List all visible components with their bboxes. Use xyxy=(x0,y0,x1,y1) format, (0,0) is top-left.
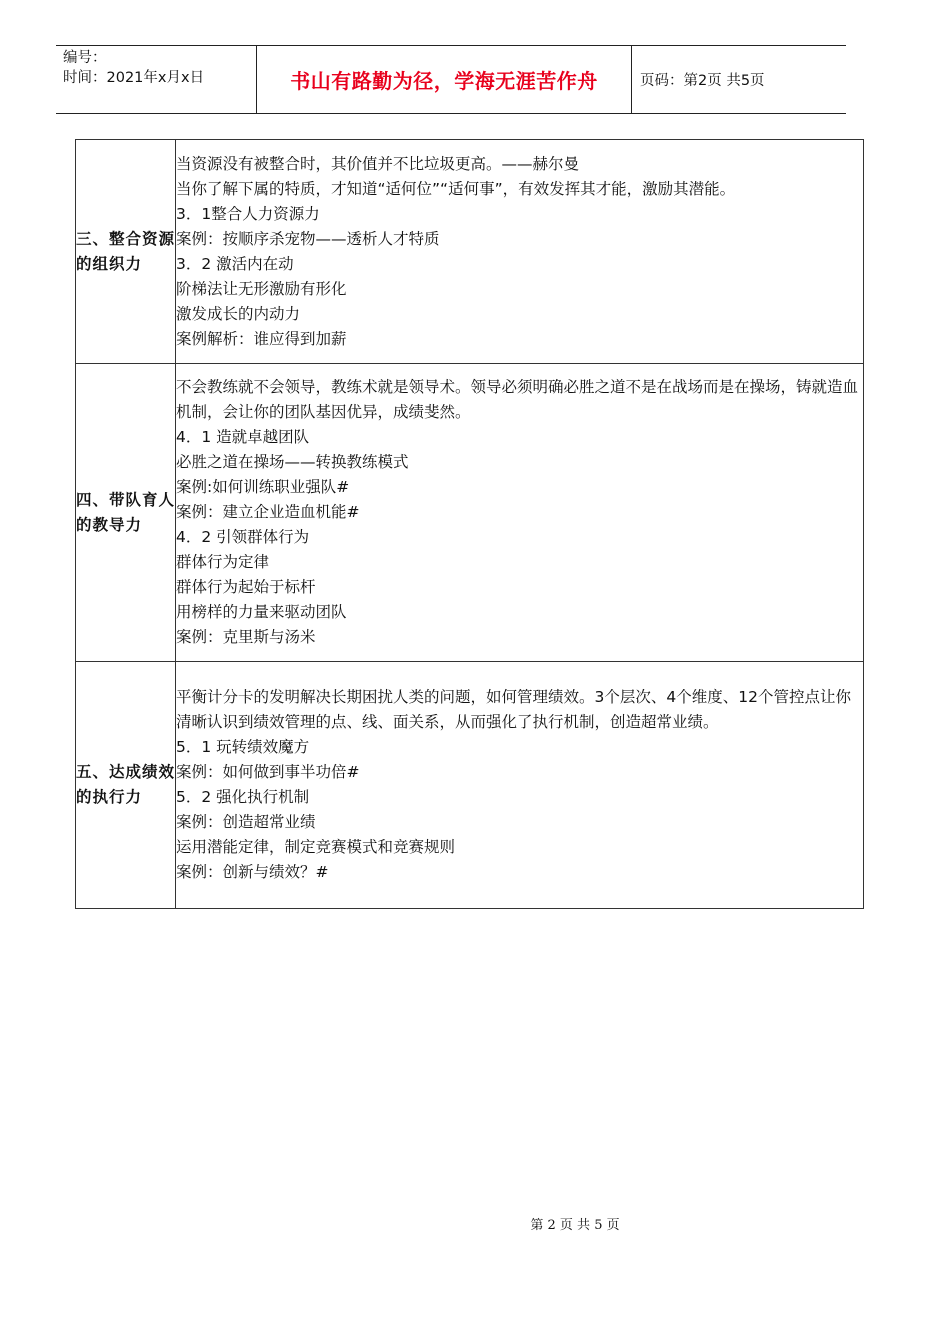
table-row xyxy=(76,140,864,364)
section-body xyxy=(176,364,864,662)
number-label: 编号： xyxy=(63,50,107,66)
table-row xyxy=(76,364,864,662)
section-line: 不会教练就不会领导，教练术就是领导术。领导必须明确必胜之道不是在战场而是在操场，铸就造血机制，会让你的团队基因优异，成绩斐然。 xyxy=(176,378,859,421)
section-line: 平衡计分卡的发明解决长期困扰人类的问题，如何管理绩效。3个层次、4个维度、12个管控点让你清晰认识到绩效管理的点、线、面关系，从而强化了执行机制，创造超常业绩。 xyxy=(176,688,851,731)
section-line: 案例：创新与绩效？# xyxy=(176,863,329,881)
section-title: 三、整合资源的组织力 xyxy=(76,140,176,364)
section-line: 必胜之道在操场——转换教练模式 xyxy=(176,453,409,471)
section-line: 用榜样的力量来驱动团队 xyxy=(176,603,347,621)
section-line: 案例：按顺序杀宠物——透析人才特质 xyxy=(176,229,440,248)
section-line: 群体行为起始于标杆 xyxy=(176,578,316,596)
section-body xyxy=(176,662,864,909)
section-line: 案例：创造超常业绩 xyxy=(176,813,316,831)
section-line: 群体行为定律 xyxy=(176,553,270,571)
course-outline-table xyxy=(75,139,864,909)
table-row xyxy=(76,662,864,909)
section-line: 5．1 玩转绩效魔方 xyxy=(176,738,310,756)
section-line: 运用潜能定律，制定竞赛模式和竞赛规则 xyxy=(176,838,456,856)
section-line: 案例：如何做到事半功倍# xyxy=(176,763,360,781)
section-line: 3．2 激活内在动 xyxy=(176,254,294,273)
header-motto: 书山有路勤为径，学海无涯苦作舟 xyxy=(256,46,632,113)
section-line: 案例：克里斯与汤米 xyxy=(176,628,316,646)
section-line: 3．1整合人力资源力 xyxy=(176,204,320,223)
time-label: 时间：2021年x月x日 xyxy=(63,70,205,86)
page-footer: 第 2 页 共 5 页 xyxy=(530,1218,620,1233)
section-line: 当资源没有被整合时，其价值并不比垃圾更高。——赫尔曼 xyxy=(176,154,580,173)
header-page-label: 页码：第2页 共5页 xyxy=(640,73,765,89)
section-title: 五、达成绩效的执行力 xyxy=(76,662,176,909)
section-line: 阶梯法让无形激励有形化 xyxy=(176,279,347,298)
section-line: 4．1 造就卓越团队 xyxy=(176,428,310,446)
section-line: 案例：建立企业造血机能# xyxy=(176,503,360,521)
section-line: 4．2 引领群体行为 xyxy=(176,528,310,546)
section-line: 激发成长的内动力 xyxy=(176,304,301,323)
section-line: 案例:如何训练职业强队# xyxy=(176,478,350,496)
section-line: 5．2 强化执行机制 xyxy=(176,788,310,806)
section-line: 当你了解下属的特质，才知道“适何位”“适何事”，有效发挥其才能，激励其潜能。 xyxy=(176,179,736,198)
section-line: 案例解析：谁应得到加薪 xyxy=(176,329,347,348)
section-title: 四、带队育人的教导力 xyxy=(76,364,176,662)
page-header xyxy=(56,45,846,114)
header-meta xyxy=(56,46,256,113)
section-body xyxy=(176,140,864,364)
